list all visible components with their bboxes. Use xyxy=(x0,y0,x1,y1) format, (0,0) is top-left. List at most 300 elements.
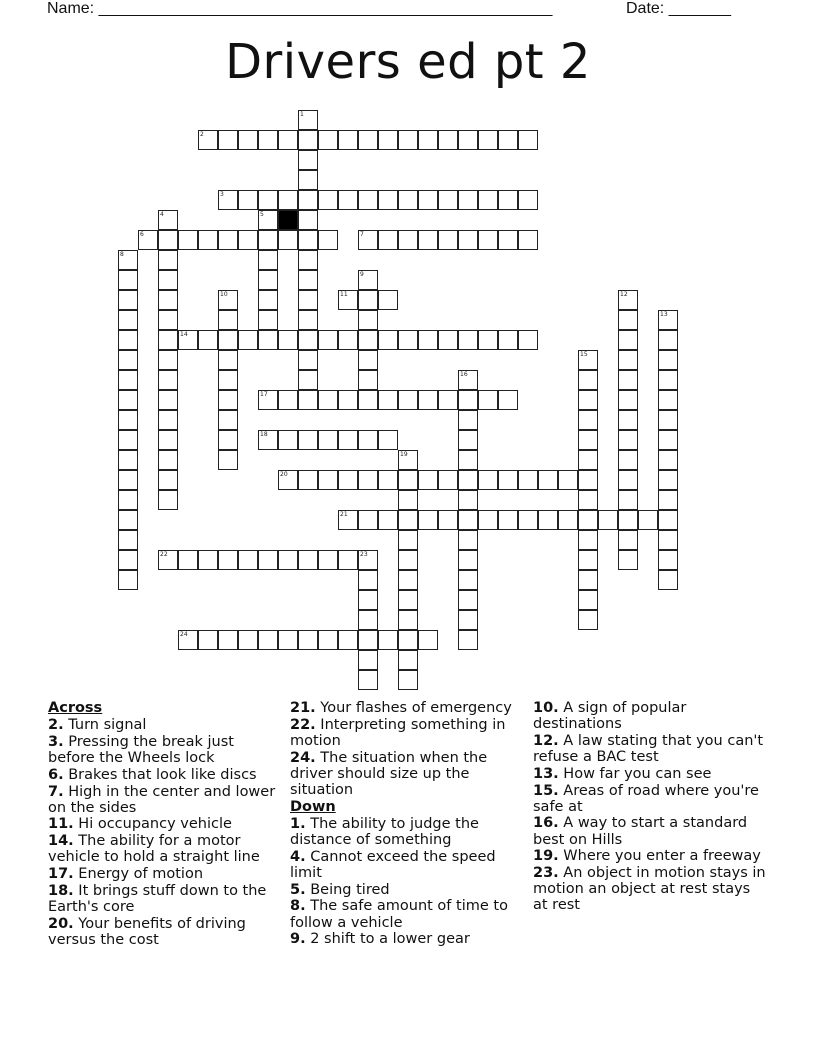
grid-cell[interactable] xyxy=(618,310,638,330)
grid-cell[interactable] xyxy=(258,310,278,330)
grid-cell[interactable] xyxy=(358,230,378,250)
grid-cell[interactable] xyxy=(458,390,478,410)
cell-number: 19 xyxy=(400,451,408,458)
cell-number: 22 xyxy=(160,551,168,558)
grid-cell[interactable] xyxy=(578,370,598,390)
grid-cell[interactable] xyxy=(158,330,178,350)
clue-item xyxy=(48,784,276,816)
grid-cell[interactable] xyxy=(378,390,398,410)
clues-column-2 xyxy=(290,700,522,948)
grid-cell[interactable] xyxy=(618,470,638,490)
grid-cell[interactable] xyxy=(398,530,418,550)
grid-cell[interactable] xyxy=(398,670,418,690)
grid-cell[interactable] xyxy=(338,550,358,570)
grid-cell[interactable] xyxy=(258,270,278,290)
grid-cell[interactable] xyxy=(178,330,198,350)
grid-cell[interactable] xyxy=(318,550,338,570)
grid-cell[interactable] xyxy=(458,130,478,150)
grid-cell[interactable] xyxy=(398,590,418,610)
clue-item xyxy=(290,700,522,716)
grid-cell[interactable] xyxy=(298,270,318,290)
grid-cell[interactable] xyxy=(498,190,518,210)
grid-cell[interactable] xyxy=(218,370,238,390)
grid-cell[interactable] xyxy=(218,410,238,430)
grid-cell[interactable] xyxy=(338,130,358,150)
grid-cell[interactable] xyxy=(418,130,438,150)
grid-cell[interactable] xyxy=(338,330,358,350)
grid-cell[interactable] xyxy=(518,330,538,350)
grid-cell[interactable] xyxy=(538,470,558,490)
grid-cell[interactable] xyxy=(318,130,338,150)
grid-cell[interactable] xyxy=(158,390,178,410)
grid-cell[interactable] xyxy=(118,290,138,310)
grid-cell[interactable] xyxy=(618,550,638,570)
grid-cell[interactable] xyxy=(118,390,138,410)
grid-cell[interactable] xyxy=(118,470,138,490)
grid-cell[interactable] xyxy=(118,490,138,510)
clue-number: 17. xyxy=(48,866,74,883)
grid-cell[interactable] xyxy=(558,510,578,530)
grid-cell[interactable] xyxy=(118,370,138,390)
grid-cell[interactable] xyxy=(258,430,278,450)
grid-cell[interactable] xyxy=(358,190,378,210)
grid-cell[interactable] xyxy=(358,610,378,630)
grid-cell[interactable] xyxy=(178,550,198,570)
grid-cell[interactable] xyxy=(478,230,498,250)
grid-cell[interactable] xyxy=(298,110,318,130)
grid-cell[interactable] xyxy=(158,230,178,250)
grid-cell[interactable] xyxy=(298,170,318,190)
grid-cell[interactable] xyxy=(418,470,438,490)
grid-cell[interactable] xyxy=(478,330,498,350)
grid-cell[interactable] xyxy=(258,210,278,230)
grid-cell[interactable] xyxy=(658,530,678,550)
grid-cell[interactable] xyxy=(578,410,598,430)
grid-cell[interactable] xyxy=(318,630,338,650)
grid-cell[interactable] xyxy=(658,490,678,510)
grid-cell[interactable] xyxy=(298,150,318,170)
grid-cell[interactable] xyxy=(118,310,138,330)
grid-cell[interactable] xyxy=(398,230,418,250)
grid-cell[interactable] xyxy=(398,190,418,210)
clue-item xyxy=(290,750,522,799)
grid-cell[interactable] xyxy=(358,330,378,350)
grid-cell[interactable] xyxy=(578,490,598,510)
grid-cell[interactable] xyxy=(458,230,478,250)
grid-cell[interactable] xyxy=(358,290,378,310)
grid-cell[interactable] xyxy=(618,510,638,530)
grid-cell[interactable] xyxy=(498,230,518,250)
grid-cell[interactable] xyxy=(598,510,618,530)
grid-cell[interactable] xyxy=(578,470,598,490)
grid-cell[interactable] xyxy=(618,370,638,390)
grid-cell[interactable] xyxy=(538,510,558,530)
grid-cell[interactable] xyxy=(398,450,418,470)
grid-cell[interactable] xyxy=(398,510,418,530)
grid-cell[interactable] xyxy=(658,310,678,330)
clue-text: The situation when the driver should size up the situation xyxy=(290,749,488,799)
grid-cell[interactable] xyxy=(578,550,598,570)
grid-cell[interactable] xyxy=(658,330,678,350)
grid-cell[interactable] xyxy=(618,330,638,350)
down-clue-list xyxy=(290,816,522,948)
grid-cell[interactable] xyxy=(458,190,478,210)
grid-cell[interactable] xyxy=(378,230,398,250)
grid-cell[interactable] xyxy=(218,550,238,570)
grid-cell[interactable] xyxy=(278,550,298,570)
grid-cell[interactable] xyxy=(358,370,378,390)
clue-text: Cannot exceed the speed limit xyxy=(290,848,496,882)
grid-cell[interactable] xyxy=(378,510,398,530)
grid-cell[interactable] xyxy=(358,470,378,490)
grid-cell[interactable] xyxy=(238,630,258,650)
grid-cell[interactable] xyxy=(458,550,478,570)
grid-cell[interactable] xyxy=(358,430,378,450)
grid-cell[interactable] xyxy=(578,610,598,630)
grid-cell[interactable] xyxy=(258,290,278,310)
grid-cell[interactable] xyxy=(618,450,638,470)
grid-cell[interactable] xyxy=(478,470,498,490)
grid-cell[interactable] xyxy=(458,510,478,530)
grid-cell[interactable] xyxy=(438,470,458,490)
grid-cell[interactable] xyxy=(278,130,298,150)
grid-cell[interactable] xyxy=(178,630,198,650)
grid-cell[interactable] xyxy=(398,650,418,670)
grid-cell[interactable] xyxy=(198,550,218,570)
grid-cell[interactable] xyxy=(278,430,298,450)
grid-cell[interactable] xyxy=(278,230,298,250)
grid-cell[interactable] xyxy=(358,670,378,690)
grid-cell[interactable] xyxy=(378,290,398,310)
grid-cell[interactable] xyxy=(478,510,498,530)
grid-cell[interactable] xyxy=(298,350,318,370)
grid-cell[interactable] xyxy=(358,650,378,670)
grid-cell[interactable] xyxy=(378,430,398,450)
grid-cell[interactable] xyxy=(238,550,258,570)
name-field[interactable]: Name: ___________________________________________________ xyxy=(47,0,553,17)
grid-cell[interactable] xyxy=(118,250,138,270)
clue-text: An object in motion stays in motion an object at rest stays at rest xyxy=(533,865,766,914)
grid-cell[interactable] xyxy=(618,410,638,430)
grid-cell[interactable] xyxy=(338,510,358,530)
grid-cell[interactable] xyxy=(578,430,598,450)
grid-cell[interactable] xyxy=(158,310,178,330)
grid-cell[interactable] xyxy=(658,410,678,430)
grid-cell[interactable] xyxy=(218,350,238,370)
grid-cell[interactable] xyxy=(258,250,278,270)
grid-cell[interactable] xyxy=(118,550,138,570)
grid-cell[interactable] xyxy=(578,530,598,550)
grid-cell[interactable] xyxy=(218,230,238,250)
cell-number: 21 xyxy=(340,511,348,518)
grid-cell[interactable] xyxy=(398,330,418,350)
grid-cell[interactable] xyxy=(398,130,418,150)
grid-cell[interactable] xyxy=(458,530,478,550)
grid-cell[interactable] xyxy=(658,570,678,590)
grid-cell[interactable] xyxy=(138,230,158,250)
grid-cell[interactable] xyxy=(278,470,298,490)
grid-cell[interactable] xyxy=(318,430,338,450)
grid-cell[interactable] xyxy=(578,390,598,410)
grid-cell[interactable] xyxy=(258,630,278,650)
grid-cell[interactable] xyxy=(298,210,318,230)
grid-cell[interactable] xyxy=(438,390,458,410)
grid-cell[interactable] xyxy=(158,290,178,310)
grid-cell[interactable] xyxy=(658,370,678,390)
grid-cell[interactable] xyxy=(658,350,678,370)
grid-cell[interactable] xyxy=(558,470,578,490)
grid-cell[interactable] xyxy=(418,630,438,650)
grid-cell[interactable] xyxy=(398,630,418,650)
grid-cell[interactable] xyxy=(218,430,238,450)
grid-cell[interactable] xyxy=(338,290,358,310)
grid-cell[interactable] xyxy=(438,190,458,210)
grid-cell[interactable] xyxy=(298,310,318,330)
grid-cell[interactable] xyxy=(118,350,138,370)
grid-cell[interactable] xyxy=(298,630,318,650)
grid-cell[interactable] xyxy=(458,590,478,610)
grid-cell[interactable] xyxy=(458,330,478,350)
grid-cell[interactable] xyxy=(418,510,438,530)
grid-cell[interactable] xyxy=(238,130,258,150)
grid-cell[interactable] xyxy=(118,570,138,590)
grid-cell[interactable] xyxy=(358,570,378,590)
grid-cell[interactable] xyxy=(378,130,398,150)
grid-cell[interactable] xyxy=(218,310,238,330)
grid-cell[interactable] xyxy=(378,470,398,490)
grid-cell[interactable] xyxy=(198,230,218,250)
grid-cell[interactable] xyxy=(458,630,478,650)
grid-cell[interactable] xyxy=(498,390,518,410)
grid-cell[interactable] xyxy=(298,550,318,570)
grid-cell[interactable] xyxy=(478,190,498,210)
grid-cell[interactable] xyxy=(358,510,378,530)
grid-cell[interactable] xyxy=(418,230,438,250)
grid-cell[interactable] xyxy=(198,630,218,650)
clue-number: 4. xyxy=(290,848,306,865)
grid-cell[interactable] xyxy=(458,470,478,490)
grid-cell[interactable] xyxy=(298,390,318,410)
grid-cell[interactable] xyxy=(118,430,138,450)
grid-cell[interactable] xyxy=(578,350,598,370)
grid-cell[interactable] xyxy=(438,510,458,530)
grid-cell[interactable] xyxy=(258,130,278,150)
grid-cell[interactable] xyxy=(298,370,318,390)
grid-cell[interactable] xyxy=(118,450,138,470)
grid-cell[interactable] xyxy=(258,550,278,570)
grid-cell[interactable] xyxy=(238,330,258,350)
clue-item xyxy=(290,849,522,881)
grid-cell[interactable] xyxy=(318,230,338,250)
clue-text: The ability for a motor vehicle to hold a straight line xyxy=(48,833,260,866)
grid-cell[interactable] xyxy=(278,630,298,650)
grid-cell[interactable] xyxy=(478,390,498,410)
grid-cell[interactable] xyxy=(458,570,478,590)
grid-cell[interactable] xyxy=(318,190,338,210)
grid-cell[interactable] xyxy=(118,530,138,550)
grid-cell[interactable] xyxy=(158,450,178,470)
grid-cell[interactable] xyxy=(118,330,138,350)
grid-cell[interactable] xyxy=(318,470,338,490)
grid-cell[interactable] xyxy=(218,450,238,470)
grid-cell[interactable] xyxy=(438,330,458,350)
clue-number: 7. xyxy=(48,783,64,800)
grid-cell[interactable] xyxy=(358,130,378,150)
grid-cell[interactable] xyxy=(658,390,678,410)
grid-cell[interactable] xyxy=(338,630,358,650)
grid-cell[interactable] xyxy=(158,210,178,230)
grid-cell[interactable] xyxy=(498,510,518,530)
grid-cell[interactable] xyxy=(378,330,398,350)
grid-cell[interactable] xyxy=(118,270,138,290)
grid-cell[interactable] xyxy=(498,330,518,350)
clue-number: 6. xyxy=(48,766,64,783)
clue-number: 2. xyxy=(48,717,64,734)
grid-cell[interactable] xyxy=(278,390,298,410)
grid-cell[interactable] xyxy=(578,590,598,610)
grid-cell[interactable] xyxy=(458,410,478,430)
clue-text: The safe amount of time to follow a vehicle xyxy=(290,898,508,931)
grid-cell[interactable] xyxy=(398,470,418,490)
date-field[interactable]: Date: _______ xyxy=(626,0,731,17)
grid-cell[interactable] xyxy=(158,550,178,570)
grid-cell[interactable] xyxy=(238,190,258,210)
grid-cell[interactable] xyxy=(358,310,378,330)
grid-cell[interactable] xyxy=(458,490,478,510)
grid-cell[interactable] xyxy=(658,550,678,570)
grid-cell[interactable] xyxy=(518,230,538,250)
grid-cell[interactable] xyxy=(258,230,278,250)
grid-cell[interactable] xyxy=(418,390,438,410)
clue-text: Where you enter a freeway xyxy=(558,848,761,865)
grid-cell[interactable] xyxy=(218,630,238,650)
grid-cell[interactable] xyxy=(338,430,358,450)
grid-cell[interactable] xyxy=(358,270,378,290)
grid-cell[interactable] xyxy=(618,290,638,310)
grid-cell[interactable] xyxy=(158,410,178,430)
grid-cell[interactable] xyxy=(218,390,238,410)
grid-cell[interactable] xyxy=(318,330,338,350)
grid-cell[interactable] xyxy=(518,130,538,150)
grid-cell[interactable] xyxy=(298,250,318,270)
grid-cell[interactable] xyxy=(658,470,678,490)
grid-cell[interactable] xyxy=(398,570,418,590)
grid-cell[interactable] xyxy=(118,510,138,530)
grid-cell[interactable] xyxy=(298,430,318,450)
grid-cell[interactable] xyxy=(438,130,458,150)
grid-cell[interactable] xyxy=(338,470,358,490)
grid-cell[interactable] xyxy=(258,190,278,210)
grid-cell[interactable] xyxy=(618,490,638,510)
grid-cell[interactable] xyxy=(398,550,418,570)
grid-cell[interactable] xyxy=(218,290,238,310)
grid-cell[interactable] xyxy=(458,450,478,470)
grid-cell[interactable] xyxy=(658,430,678,450)
grid-cell[interactable] xyxy=(338,190,358,210)
grid-cell[interactable] xyxy=(158,350,178,370)
grid-cell[interactable] xyxy=(618,390,638,410)
grid-cell[interactable] xyxy=(298,130,318,150)
grid-cell[interactable] xyxy=(218,190,238,210)
grid-cell[interactable] xyxy=(418,190,438,210)
grid-cell[interactable] xyxy=(278,330,298,350)
grid-cell[interactable] xyxy=(498,130,518,150)
grid-cell[interactable] xyxy=(278,190,298,210)
grid-cell[interactable] xyxy=(578,570,598,590)
cell-number: 23 xyxy=(360,551,368,558)
grid-cell[interactable] xyxy=(298,470,318,490)
grid-cell[interactable] xyxy=(298,230,318,250)
grid-cell[interactable] xyxy=(258,390,278,410)
grid-cell[interactable] xyxy=(658,510,678,530)
clue-text: It brings stuff down to the Earth's core xyxy=(48,882,267,915)
grid-cell[interactable] xyxy=(158,490,178,510)
grid-cell[interactable] xyxy=(618,430,638,450)
grid-cell[interactable] xyxy=(578,510,598,530)
grid-cell[interactable] xyxy=(478,130,498,150)
grid-cell[interactable] xyxy=(398,390,418,410)
grid-cell[interactable] xyxy=(518,190,538,210)
grid-cell[interactable] xyxy=(258,330,278,350)
grid-cell[interactable] xyxy=(398,490,418,510)
grid-cell[interactable] xyxy=(518,470,538,490)
grid-cell[interactable] xyxy=(438,230,458,250)
across-clue-list xyxy=(290,700,522,798)
grid-cell[interactable] xyxy=(198,330,218,350)
grid-cell[interactable] xyxy=(158,470,178,490)
down-clue-list xyxy=(533,700,769,914)
grid-cell[interactable] xyxy=(458,610,478,630)
grid-cell[interactable] xyxy=(318,390,338,410)
grid-cell[interactable] xyxy=(118,410,138,430)
grid-cell[interactable] xyxy=(338,390,358,410)
grid-cell[interactable] xyxy=(158,270,178,290)
grid-cell[interactable] xyxy=(158,250,178,270)
grid-cell[interactable] xyxy=(358,350,378,370)
grid-cell[interactable] xyxy=(418,330,438,350)
grid-cell[interactable] xyxy=(198,130,218,150)
grid-cell[interactable] xyxy=(218,130,238,150)
grid-cell[interactable] xyxy=(458,370,478,390)
grid-cell[interactable] xyxy=(518,510,538,530)
grid-cell[interactable] xyxy=(498,470,518,490)
grid-cell[interactable] xyxy=(358,590,378,610)
grid-cell[interactable] xyxy=(298,290,318,310)
grid-cell[interactable] xyxy=(218,330,238,350)
grid-cell[interactable] xyxy=(238,230,258,250)
grid-cell[interactable] xyxy=(378,630,398,650)
grid-cell[interactable] xyxy=(298,190,318,210)
grid-cell[interactable] xyxy=(618,350,638,370)
grid-cell[interactable] xyxy=(458,430,478,450)
clue-number: 1. xyxy=(290,815,306,832)
grid-cell[interactable] xyxy=(578,450,598,470)
grid-cell[interactable] xyxy=(158,370,178,390)
grid-cell[interactable] xyxy=(618,530,638,550)
grid-cell[interactable] xyxy=(658,450,678,470)
grid-cell[interactable] xyxy=(358,630,378,650)
grid-cell[interactable] xyxy=(358,390,378,410)
grid-cell[interactable] xyxy=(358,550,378,570)
grid-cell[interactable] xyxy=(158,430,178,450)
grid-cell[interactable] xyxy=(298,330,318,350)
clue-number: 11. xyxy=(48,816,74,833)
cell-number: 12 xyxy=(620,291,628,298)
grid-cell[interactable] xyxy=(178,230,198,250)
grid-cell[interactable] xyxy=(398,610,418,630)
grid-cell[interactable] xyxy=(378,190,398,210)
grid-cell[interactable] xyxy=(638,510,658,530)
